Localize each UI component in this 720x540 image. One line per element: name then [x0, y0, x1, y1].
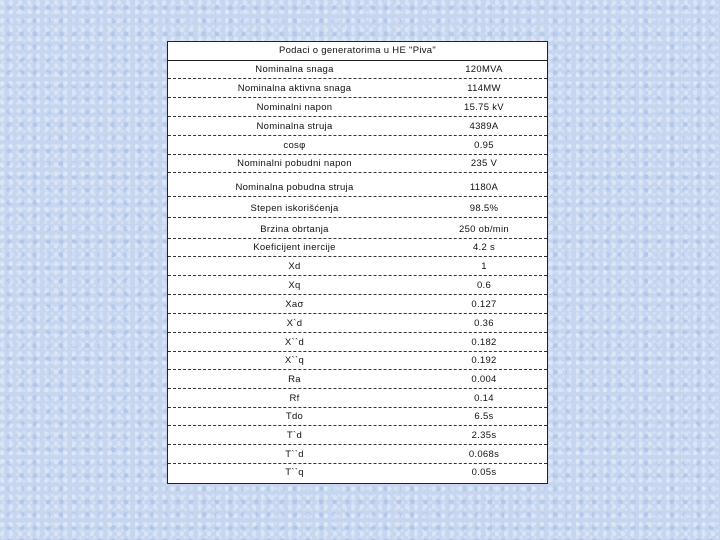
parameter-label: T``q [285, 467, 304, 478]
parameter-value: 0.004 [471, 374, 497, 385]
table-row [168, 220, 547, 239]
parameter-value: 1 [481, 261, 487, 272]
table-row [168, 351, 547, 370]
parameter-value: 1180A [469, 182, 499, 193]
table-row [168, 79, 547, 98]
parameter-label: Brzina obrtanja [260, 224, 329, 235]
parameter-value: 0.127 [471, 299, 497, 310]
parameter-value: 0.36 [474, 318, 494, 329]
parameter-value: 0.182 [471, 337, 497, 348]
parameter-label: Ra [288, 374, 301, 385]
table-row [168, 426, 547, 445]
parameter-value: 4389A [469, 121, 499, 132]
table-row [168, 389, 547, 408]
row-divider [168, 196, 547, 197]
table-row [168, 98, 547, 117]
table-row [168, 276, 547, 295]
parameter-label: T``d [285, 449, 304, 460]
parameter-label: Stepen iskorišćenja [250, 203, 339, 214]
table-row [168, 257, 547, 276]
parameter-label: T`d [286, 430, 303, 441]
parameter-label: Nominalni napon [256, 102, 333, 113]
parameter-label: Tdo [285, 411, 304, 422]
parameter-label: Nominalna pobudna struja [235, 182, 354, 193]
table-row [168, 295, 547, 314]
parameter-label: Rf [289, 393, 300, 404]
row-divider [168, 172, 547, 173]
table-row [168, 60, 547, 79]
parameter-value: 2.35s [471, 430, 497, 441]
parameter-value: 0.192 [471, 355, 497, 366]
parameter-label: Nominalna snaga [255, 64, 334, 75]
parameter-label: Xd [288, 261, 301, 272]
table-row [168, 314, 547, 333]
table-row [168, 238, 547, 257]
parameter-label: Nominalna aktivna snaga [237, 83, 352, 94]
parameter-value: 0.05s [471, 467, 497, 478]
parameter-label: Nominalna struja [256, 121, 333, 132]
parameter-label: X`d [286, 318, 303, 329]
parameter-label: X``d [284, 337, 305, 348]
table-row [168, 154, 547, 173]
table-row [168, 136, 547, 155]
parameter-value: 4.2 s [472, 242, 496, 253]
parameter-label: Xaσ [285, 299, 304, 310]
parameter-value: 15.75 kV [464, 102, 504, 113]
table-row [168, 407, 547, 426]
parameter-value: 120MVA [465, 64, 503, 75]
parameter-label: X``q [284, 355, 305, 366]
table-row [168, 370, 547, 389]
parameter-value: 6.5s [474, 411, 494, 422]
row-divider [168, 217, 547, 218]
table-row [168, 178, 547, 197]
parameter-value: 235 V [470, 158, 498, 169]
parameter-value: 0.95 [474, 140, 494, 151]
parameter-value: 0.068s [468, 449, 500, 460]
parameter-label: Koeficijent inercije [253, 242, 336, 253]
table-row [168, 333, 547, 352]
parameter-value: 114MW [467, 83, 501, 94]
table-title: Podaci o generatorima u HE "Piva" [168, 42, 547, 61]
table-row [168, 463, 547, 482]
parameter-label: Nominalni pobudni napon [237, 158, 352, 169]
parameter-value: 0.14 [474, 393, 494, 404]
parameter-value: 0.6 [476, 280, 492, 291]
parameter-value: 250 ob/min [458, 224, 509, 235]
parameter-value: 98.5% [469, 203, 499, 214]
table-row [168, 117, 547, 136]
table-row [168, 199, 547, 218]
generator-data-table [167, 41, 548, 484]
parameter-label: cosφ [283, 140, 306, 151]
table-row [168, 445, 547, 464]
parameter-label: Xq [288, 280, 301, 291]
